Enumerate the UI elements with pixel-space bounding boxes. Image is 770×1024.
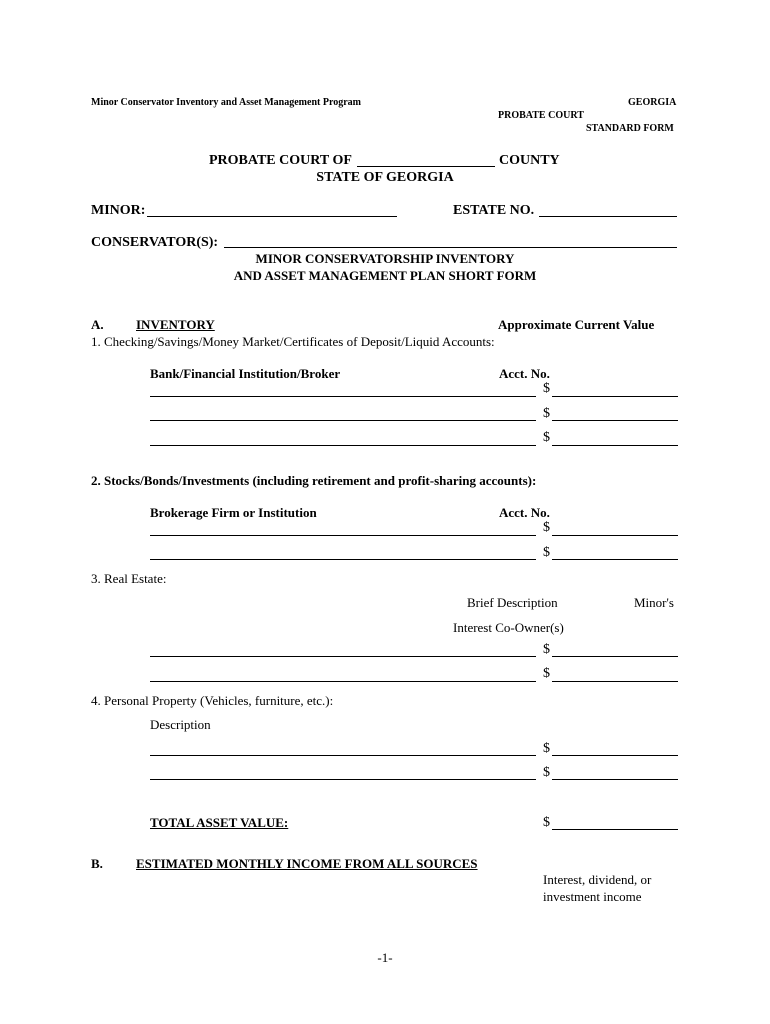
item4-row2-value[interactable]	[552, 779, 678, 780]
item1-row3-value[interactable]	[552, 445, 678, 446]
income-note-line1: Interest, dividend, or	[543, 872, 652, 887]
total-asset-label: TOTAL ASSET VALUE:	[150, 815, 289, 830]
section-a-title: INVENTORY	[136, 317, 215, 332]
item4-row1-field[interactable]	[150, 755, 536, 756]
form-title-line2: AND ASSET MANAGEMENT PLAN SHORT FORM	[233, 268, 537, 283]
item4-col-description: Description	[150, 717, 211, 732]
item1-row1-field[interactable]	[150, 396, 536, 397]
minor-label: MINOR:	[91, 203, 146, 218]
form-type-label: STANDARD FORM	[586, 123, 674, 134]
item1-row3-field[interactable]	[150, 445, 536, 446]
item2-row1-field[interactable]	[150, 535, 536, 536]
program-title: Minor Conservator Inventory and Asset Management Program	[91, 97, 361, 108]
dollar-sign: $	[543, 381, 550, 396]
item3-row2-value[interactable]	[552, 681, 678, 682]
state-label: GEORGIA	[628, 97, 677, 108]
dollar-sign: $	[543, 765, 550, 780]
conservator-label: CONSERVATOR(S):	[91, 235, 219, 250]
state-of-georgia: STATE OF GEORGIA	[316, 170, 454, 185]
item2-row1-value[interactable]	[552, 535, 678, 536]
section-b-title: ESTIMATED MONTHLY INCOME FROM ALL SOURCES	[136, 856, 478, 871]
dollar-sign: $	[543, 666, 550, 681]
dollar-sign: $	[543, 815, 550, 830]
dollar-sign: $	[543, 642, 550, 657]
section-a-letter: A.	[91, 317, 104, 332]
conservator-field[interactable]	[224, 247, 677, 248]
item2-col-acct: Acct. No.	[499, 505, 550, 520]
dollar-sign: $	[543, 545, 550, 560]
item3-col-minors: Minor's	[634, 595, 674, 610]
item1-heading: 1. Checking/Savings/Money Market/Certificates of Deposit/Liquid Accounts:	[91, 334, 495, 349]
item2-row2-value[interactable]	[552, 559, 678, 560]
item2-col-firm: Brokerage Firm or Institution	[150, 505, 317, 520]
dollar-sign: $	[543, 406, 550, 421]
item1-col-acct: Acct. No.	[499, 366, 550, 381]
court-prefix: PROBATE COURT OF	[209, 153, 352, 168]
income-note-line2: investment income	[543, 889, 642, 904]
item3-col-interest: Interest Co-Owner(s)	[453, 620, 564, 635]
item3-row1-field[interactable]	[150, 656, 536, 657]
dollar-sign: $	[543, 520, 550, 535]
item1-col-institution: Bank/Financial Institution/Broker	[150, 366, 341, 381]
item3-row2-field[interactable]	[150, 681, 536, 682]
item4-row2-field[interactable]	[150, 779, 536, 780]
item4-heading: 4. Personal Property (Vehicles, furniture, etc.):	[91, 693, 334, 708]
item3-col-description: Brief Description	[467, 595, 558, 610]
dollar-sign: $	[543, 741, 550, 756]
item1-row2-value[interactable]	[552, 420, 678, 421]
estate-no-field[interactable]	[539, 216, 677, 217]
item2-heading: 2. Stocks/Bonds/Investments (including retirement and profit-sharing accounts):	[91, 473, 537, 488]
item3-heading: 3. Real Estate:	[91, 571, 167, 586]
dollar-sign: $	[543, 430, 550, 445]
section-b-letter: B.	[91, 856, 103, 871]
minor-field[interactable]	[147, 216, 397, 217]
estate-label: ESTATE NO.	[453, 203, 535, 218]
court-suffix: COUNTY	[499, 153, 560, 168]
item1-row1-value[interactable]	[552, 396, 678, 397]
item1-row2-field[interactable]	[150, 420, 536, 421]
court-label: PROBATE COURT	[498, 110, 584, 121]
county-field[interactable]	[357, 166, 495, 167]
value-header: Approximate Current Value	[498, 317, 655, 332]
item3-row1-value[interactable]	[552, 656, 678, 657]
item2-row2-field[interactable]	[150, 559, 536, 560]
form-title-line1: MINOR CONSERVATORSHIP INVENTORY	[255, 251, 515, 266]
page-number: -1-	[377, 950, 393, 965]
total-asset-value[interactable]	[552, 829, 678, 830]
item4-row1-value[interactable]	[552, 755, 678, 756]
